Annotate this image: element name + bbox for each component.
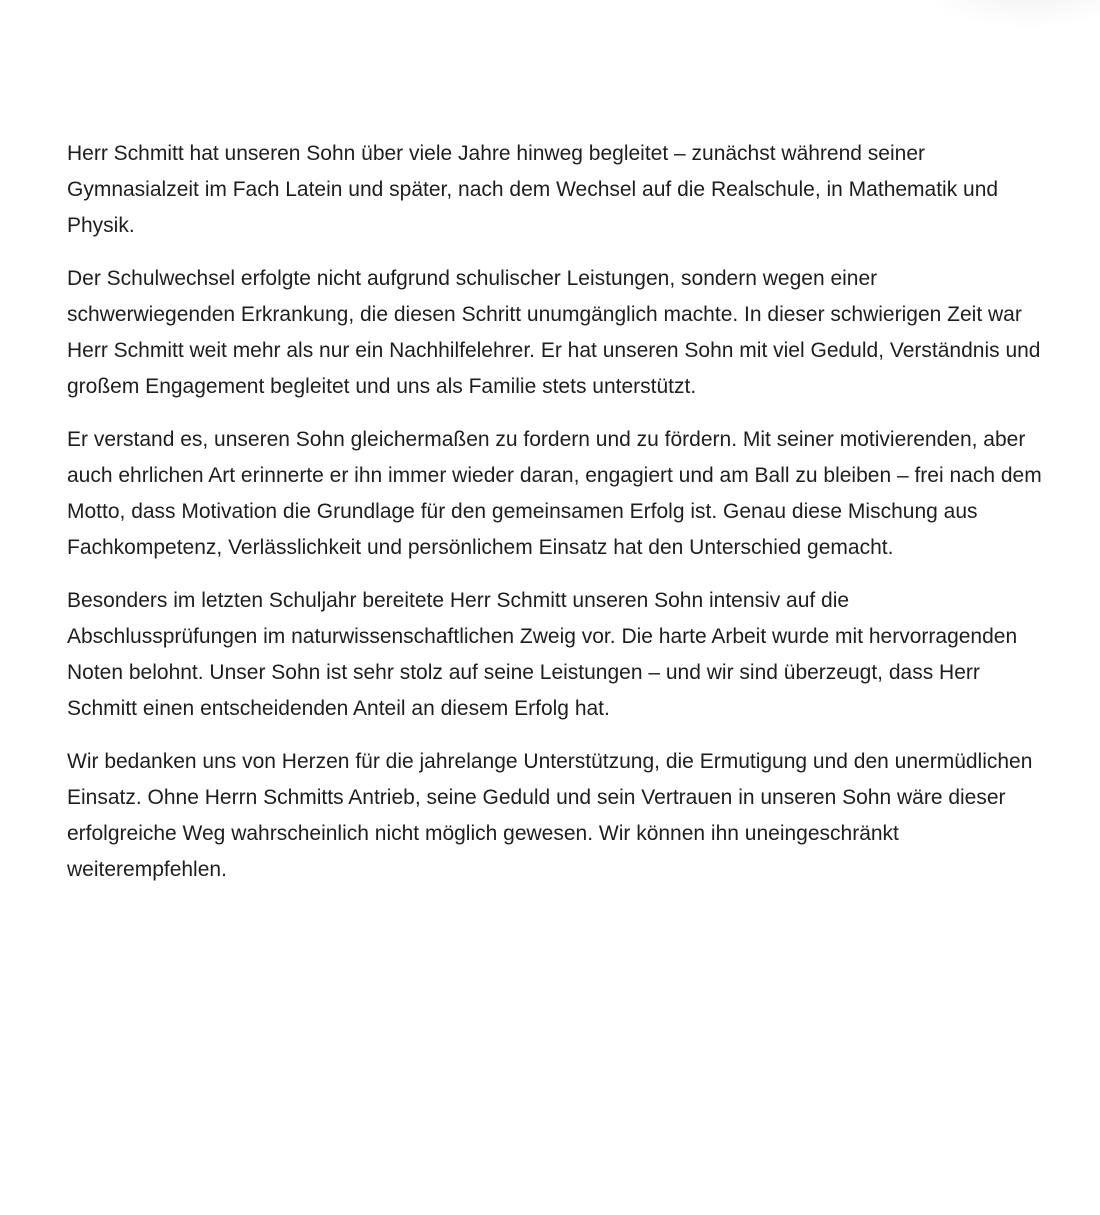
letter-body	[67, 136, 1042, 905]
paragraph-3: Er verstand es, unseren Sohn gleichermaßen zu fordern und zu fördern. Mit seiner motivierenden, aber auch ehrlichen Art erinnerte er ihn immer wieder daran, engagiert und am Ball zu bleiben – frei nach dem Motto, dass Motivation die Grundlage für den gemeinsamen Erfolg ist. Genau diese Mischung aus Fachkompetenz, Verlässlichkeit und persönlichem Einsatz hat den Unterschied gemacht.	[67, 428, 1042, 559]
page-corner-shadow	[920, 0, 1100, 30]
paragraph-2: Der Schulwechsel erfolgte nicht aufgrund schulischer Leistungen, sondern wegen einer schwerwiegenden Erkrankung, die diesen Schritt unumgänglich machte. In dieser schwierigen Zeit war Herr Schmitt weit mehr als nur ein Nachhilfelehrer. Er hat unseren Sohn mit viel Geduld, Verständnis und großem Engagement begleitet und uns als Familie stets unterstützt.	[67, 267, 1041, 398]
paragraph-4: Besonders im letzten Schuljahr bereitete Herr Schmitt unseren Sohn intensiv auf die Abschlussprüfungen im naturwissenschaftlichen Zweig vor. Die harte Arbeit wurde mit hervorragenden Noten belohnt. Unser Sohn ist sehr stolz auf seine Leistungen – und wir sind überzeugt, dass Herr Schmitt einen entscheidenden Anteil an diesem Erfolg hat.	[67, 589, 1018, 720]
paragraph-1: Herr Schmitt hat unseren Sohn über viele Jahre hinweg begleitet – zunächst während seiner Gymnasialzeit im Fach Latein und später, nach dem Wechsel auf die Realschule, in Mathematik und Physik.	[67, 142, 999, 237]
paragraph-5: Wir bedanken uns von Herzen für die jahrelange Unterstützung, die Ermutigung und den unermüdlichen Einsatz. Ohne Herrn Schmitts Antrieb, seine Geduld und sein Vertrauen in unseren Sohn wäre dieser erfolgreiche Weg wahrscheinlich nicht möglich gewesen. Wir können ihn uneingeschränkt weiterempfehlen.	[67, 750, 1033, 881]
